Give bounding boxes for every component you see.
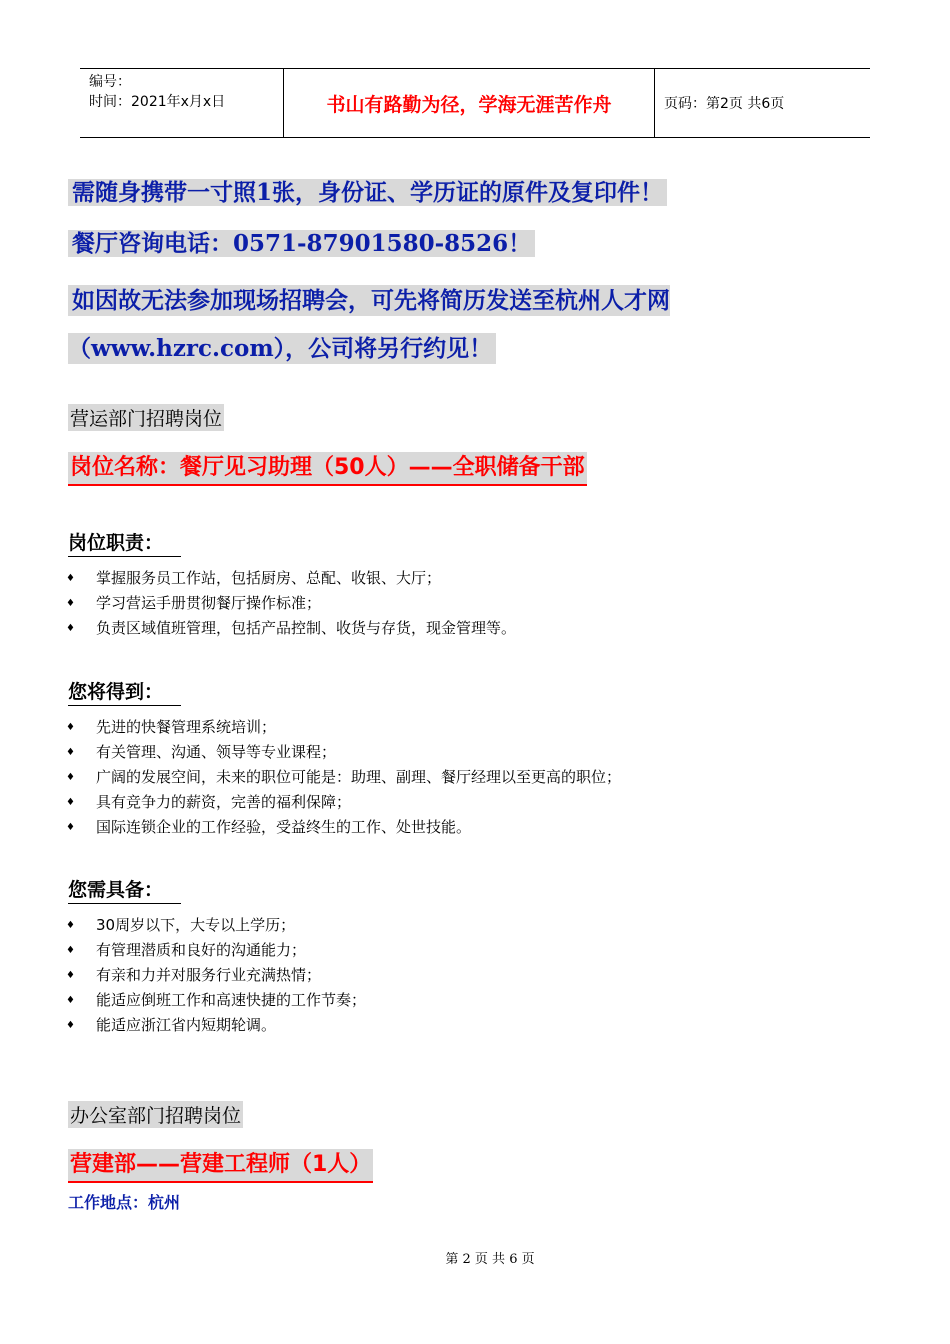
bullet-icon: ♦ — [66, 772, 75, 783]
list-item — [66, 765, 621, 790]
position-title-assistant: 岗位名称：餐厅见习助理（50人）——全职储备干部 — [68, 452, 587, 486]
section-heading-office: 办公室部门招聘岗位 — [68, 1101, 243, 1128]
bullet-icon: ♦ — [66, 797, 75, 808]
list-item-text: 掌握服务员工作站，包括厨房、总配、收银、大厅； — [96, 569, 442, 587]
list-item — [66, 1013, 366, 1038]
notice-text: 需随身携带一寸照1张，身份证、学历证的原件及复印件！ — [68, 179, 667, 206]
list-item — [66, 715, 621, 740]
list-item — [66, 591, 516, 616]
list-item-text: 30周岁以下，大专以上学历； — [96, 916, 296, 934]
list-item — [66, 740, 621, 765]
number-label: 编号： — [89, 74, 131, 90]
notice-documents — [68, 176, 667, 210]
list-item — [66, 790, 621, 815]
notice-resume — [68, 277, 888, 373]
position-title-engineer: 营建部——营建工程师（1人） — [68, 1149, 373, 1183]
bullet-icon: ♦ — [66, 747, 75, 758]
requirements-heading: 您需具备： — [68, 877, 181, 904]
duties-heading: 岗位职责： — [68, 530, 181, 557]
bullet-icon: ♦ — [66, 598, 75, 609]
list-item-text: 有亲和力并对服务行业充满热情； — [96, 966, 322, 984]
list-item — [66, 938, 366, 963]
list-item-text: 先进的快餐管理系统培训； — [96, 718, 277, 736]
bullet-icon: ♦ — [66, 945, 75, 956]
bullet-icon: ♦ — [66, 1020, 75, 1031]
list-item-text: 能适应浙江省内短期轮调。 — [96, 1016, 277, 1034]
bullet-icon: ♦ — [66, 920, 75, 931]
bullet-icon: ♦ — [66, 623, 75, 634]
list-item-text: 具有竞争力的薪资，完善的福利保障； — [96, 793, 352, 811]
list-item — [66, 616, 516, 641]
header-page-label: 页码：第2页 共6页 — [664, 96, 785, 112]
header-meta — [80, 69, 283, 137]
work-location: 工作地点：杭州 — [68, 1193, 181, 1212]
list-item — [66, 815, 621, 840]
bullet-icon: ♦ — [66, 573, 75, 584]
bullet-icon: ♦ — [66, 822, 75, 833]
list-item — [66, 988, 366, 1013]
bullet-icon: ♦ — [66, 970, 75, 981]
list-item-text: 有管理潜质和良好的沟通能力； — [96, 941, 307, 959]
page-header — [80, 68, 870, 138]
notice-text: 餐厅咨询电话：0571-87901580-8526！ — [68, 230, 535, 257]
duties-list — [66, 566, 516, 641]
list-item-text: 有关管理、沟通、领导等专业课程； — [96, 743, 337, 761]
list-item — [66, 566, 516, 591]
bullet-icon: ♦ — [66, 722, 75, 733]
benefits-list — [66, 715, 621, 840]
notice-text: 如因故无法参加现场招聘会，可先将简历发送至杭州人才网（www.hzrc.com），公司将另行约见！ — [68, 287, 670, 362]
list-item-text: 国际连锁企业的工作经验，受益终生的工作、处世技能。 — [96, 818, 472, 836]
notice-phone — [68, 227, 535, 261]
list-item — [66, 963, 366, 988]
list-item-text: 能适应倒班工作和高速快捷的工作节奏； — [96, 991, 367, 1009]
benefits-heading: 您将得到： — [68, 679, 181, 706]
time-label: 时间：2021年x月x日 — [89, 94, 226, 110]
page-footer: 第 2 页 共 6 页 — [445, 1252, 535, 1267]
list-item-text: 学习营运手册贯彻餐厅操作标准； — [96, 594, 322, 612]
list-item — [66, 913, 366, 938]
header-motto: 书山有路勤为径，学海无涯苦作舟 — [283, 69, 655, 137]
bullet-icon: ♦ — [66, 995, 75, 1006]
list-item-text: 负责区域值班管理，包括产品控制、收货与存货，现金管理等。 — [96, 619, 517, 637]
requirements-list — [66, 913, 366, 1038]
section-heading-operations: 营运部门招聘岗位 — [68, 404, 224, 431]
list-item-text: 广阔的发展空间，未来的职位可能是：助理、副理、餐厅经理以至更高的职位； — [96, 768, 622, 786]
